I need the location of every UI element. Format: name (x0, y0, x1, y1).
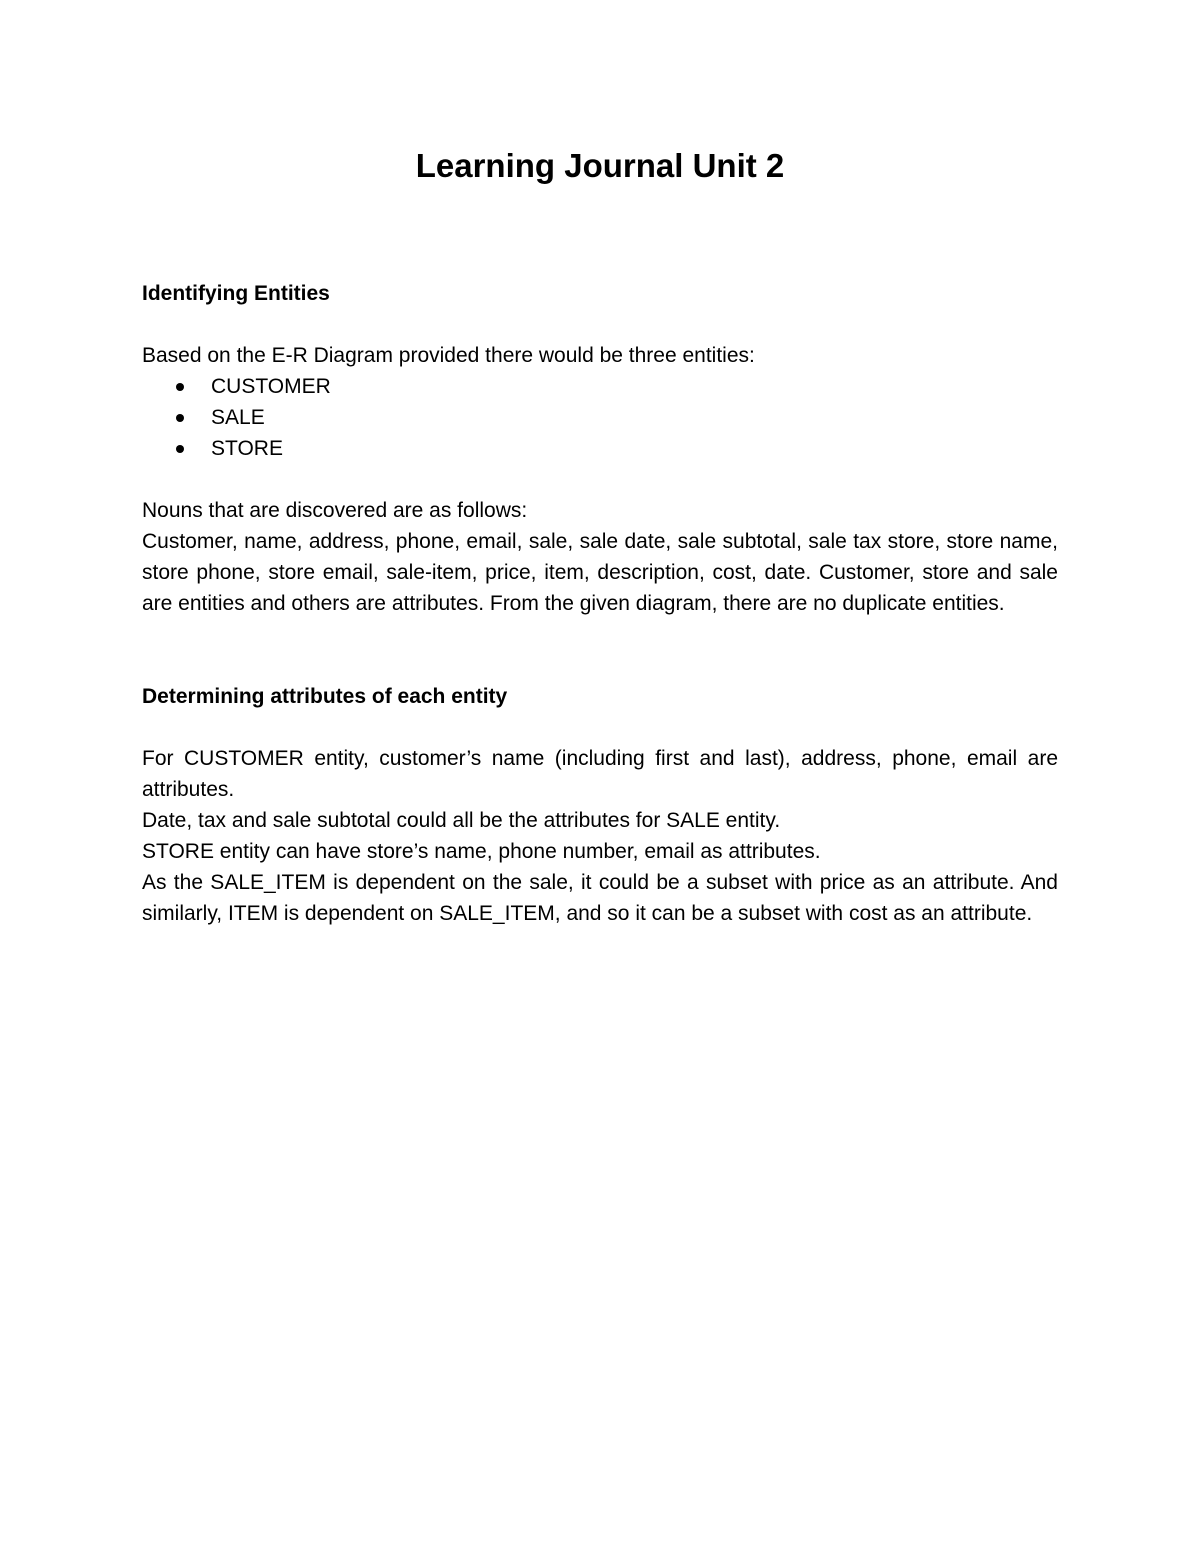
bullet-icon (176, 445, 184, 453)
bullet-icon (176, 414, 184, 422)
customer-attributes-paragraph: For CUSTOMER entity, customer’s name (including first and last), address, phone, email are attributes. (142, 747, 1058, 801)
nouns-paragraph: Customer, name, address, phone, email, sale, sale date, sale subtotal, sale tax store, store name, store phone, store email, sale-item, price, item, description, cost, date. Customer, store and sale are entities and others are attributes. From the given diagram, there are no duplicate entities. (142, 530, 1058, 615)
page-title: Learning Journal Unit 2 (415, 147, 785, 184)
store-attributes-line: STORE entity can have store’s name, phone number, email as attributes. (142, 840, 821, 863)
section-heading-identifying-entities: Identifying Entities (142, 282, 330, 305)
spacer (142, 309, 1058, 340)
spacer (142, 619, 1058, 681)
entity-name: SALE (211, 406, 265, 429)
document-body (142, 278, 1058, 929)
spacer (142, 464, 1058, 495)
entity-name: CUSTOMER (211, 375, 331, 398)
list-item (142, 371, 1058, 402)
entity-name: STORE (211, 437, 283, 460)
nouns-label: Nouns that are discovered are as follows: (142, 499, 528, 522)
sale-item-paragraph: As the SALE_ITEM is dependent on the sale, it could be a subset with price as an attribute. And similarly, ITEM is dependent on SALE_ITEM, and so it can be a subset with cost as an attribute. (142, 871, 1058, 925)
spacer (142, 712, 1058, 743)
bullet-icon (176, 383, 184, 391)
section-heading-determining-attributes: Determining attributes of each entity (142, 685, 508, 708)
list-item (142, 433, 1058, 464)
entities-intro: Based on the E-R Diagram provided there would be three entities: (142, 344, 755, 367)
list-item (142, 402, 1058, 433)
sale-attributes-line: Date, tax and sale subtotal could all be the attributes for SALE entity. (142, 809, 781, 832)
entity-list (142, 371, 1058, 464)
